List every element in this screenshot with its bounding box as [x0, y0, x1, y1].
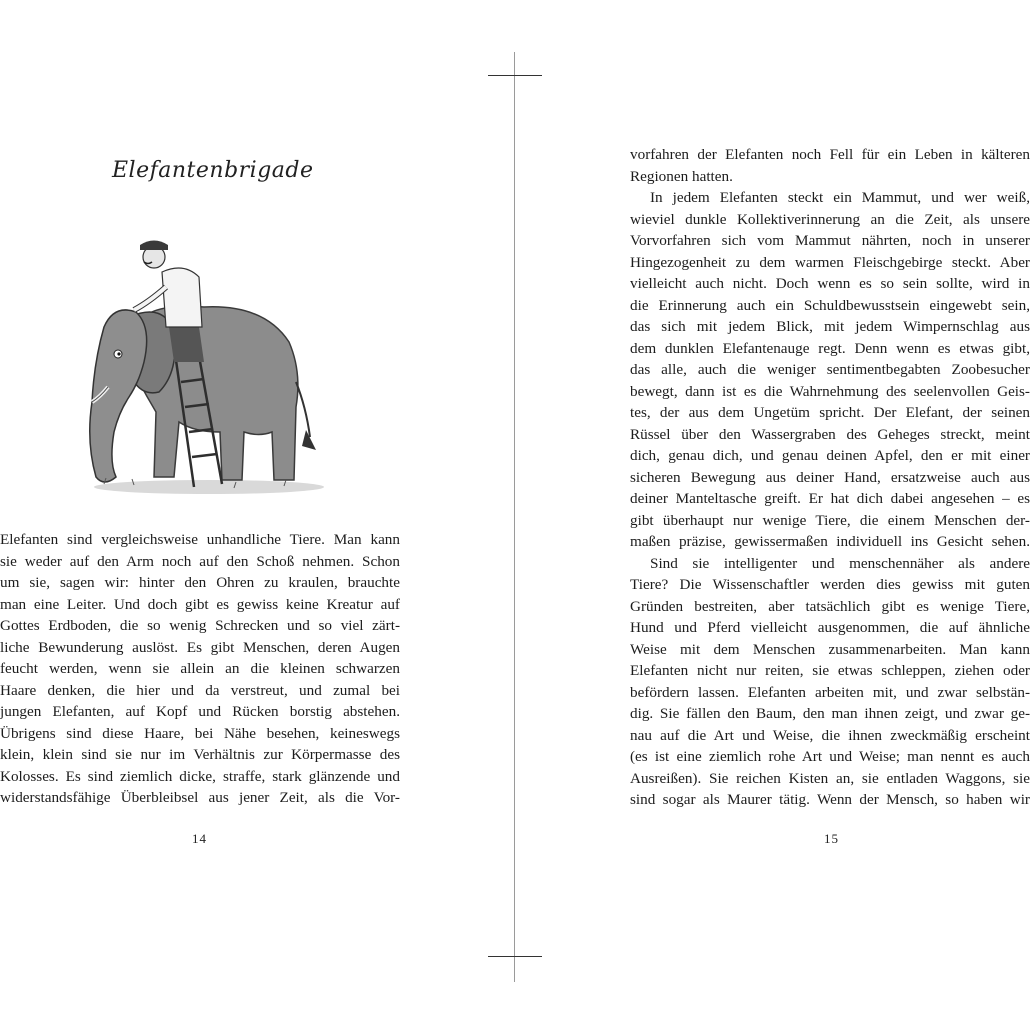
text-line: Elefanten nicht nur reiten, sie etwas schleppen, ziehen oder: [630, 662, 1030, 679]
text-line: Hingezogenheit zu dem warmen Fleischgebirge steckt. Aber: [630, 253, 1030, 271]
text-line: bewegt, dann ist es die Wahrnehmung des seelenvollen Geis-: [630, 382, 1030, 400]
text-line: Elefanten sind vergleichsweise unhandliche Tiere. Man kann: [0, 531, 400, 548]
text-line: klein, klein sind sie nur im Verhältnis zur Körpermasse des: [0, 746, 400, 763]
right-body-text: [630, 144, 1030, 811]
text-line: das sich mit jedem Blick, mit jedem Wimpernschlag aus: [630, 318, 1030, 335]
crop-mark-top: [488, 75, 542, 76]
gutter-line: [514, 52, 515, 982]
text-line: nau auf die Art und Weise, die ihnen zweckmäßig erscheint: [630, 726, 1030, 744]
crop-mark-bottom: [488, 956, 542, 957]
text-line: Sind sie intelligenter und menschennäher als andere: [650, 554, 1030, 572]
text-line: Gründen bestreiten, aber tatsächlich gibt es wenige Tiere,: [630, 597, 1030, 615]
text-line: Regionen hatten.: [630, 167, 733, 185]
page-number-right: 15: [824, 831, 839, 846]
text-line: die Erinnerung auch ein Schuldbewusstsein eingewebt sein,: [630, 296, 1030, 314]
text-line: befördern lassen. Elefanten arbeiten mit, und zwar selbstän-: [630, 683, 1030, 701]
text-line: vielleicht auch nicht. Doch wenn es so sein sollte, wird in: [630, 275, 1030, 292]
text-line: Hund und Pferd vielleicht ausgenommen, die auf ähnliche: [630, 619, 1030, 636]
text-line: feucht werden, wenn sie allein an die kleinen schwarzen: [0, 660, 400, 677]
page-number-left: 14: [192, 831, 207, 846]
text-line: um sie, sagen wir: hinter den Ohren zu kraulen, brauchte: [0, 574, 400, 591]
text-line: Übrigens sind diese Haare, bei Nähe besehen, keineswegs: [0, 724, 400, 742]
text-line: dig. Sie fällen den Baum, den man ihnen zeigt, und zwar ge-: [630, 705, 1030, 722]
text-line: Ausreißen). Sie reichen Kisten an, sie entladen Waggons, sie: [630, 769, 1030, 787]
text-line: jungen Elefanten, auf Kopf und Rücken borstig abstehen.: [0, 703, 400, 720]
text-line: Rüssel über den Wassergraben des Geheges streckt, meint: [630, 425, 1030, 443]
text-line: gibt überhaupt nur wenige Tiere, die einem Menschen der-: [630, 511, 1030, 529]
text-line: maßen präzise, gewissermaßen individuell ins Gesicht sehen.: [630, 533, 1030, 550]
text-line: man eine Leiter. Und doch gibt es gewiss keine Kreatur auf: [0, 595, 400, 613]
text-line: Vorvorfahren sich vom Mammut nährten, noch in unserer: [630, 232, 1030, 249]
text-line: dem dunklen Elefantenauge regt. Denn wenn es etwas gibt,: [630, 339, 1030, 357]
chapter-title: Elefantenbrigade: [112, 158, 314, 183]
text-line: (es ist eine ziemlich rohe Art und Weise; man nennt es auch: [630, 748, 1030, 765]
text-line: Kolosses. Es sind ziemlich dicke, straffe, stark glänzende und: [0, 767, 400, 785]
text-line: sind sogar als Maurer tätig. Wenn der Mensch, so haben wir: [630, 791, 1030, 808]
text-line: Tiere? Die Wissenschaftler werden dies gewiss mit guten: [630, 576, 1030, 593]
text-line: Weise mit dem Menschen zusammenarbeiten. Man kann: [630, 640, 1030, 658]
text-line: Gottes Erdboden, die so wenig Schrecken und so viel zärt-: [0, 617, 400, 634]
elephant-keeper-illustration: [74, 232, 324, 507]
text-line: widerstandsfähige Überbleibsel aus jener Zeit, als die Vor-: [0, 789, 400, 806]
text-line: tes, der aus dem Ungetüm spricht. Der Elefant, der seinen: [630, 404, 1030, 421]
text-line: vorfahren der Elefanten noch Fell für ein Leben in kälteren: [630, 146, 1030, 163]
text-line: wieviel dunkle Kollektiverinnerung an die Zeit, als unsere: [630, 210, 1030, 228]
text-line: sicheren Bewegung aus deiner Hand, ersatzweise auch aus: [630, 468, 1030, 486]
text-line: liche Bewunderung auslöst. Es gibt Menschen, deren Augen: [0, 638, 400, 656]
text-line: Haare denken, die hier und da verstreut, und zumal bei: [0, 681, 400, 699]
left-body-text: [0, 529, 400, 809]
text-line: dich, genau dich, und genau deinen Apfel, den er mit einer: [630, 447, 1030, 464]
text-line: sie weder auf den Arm noch auf den Schoß nehmen. Schon: [0, 552, 400, 570]
text-line: deiner Manteltasche greift. Er hat dich dabei angesehen – es: [630, 490, 1030, 507]
text-line: In jedem Elefanten steckt ein Mammut, und wer weiß,: [650, 189, 1030, 206]
text-line: das alle, auch die weniger sentimentbegabten Zoobesucher: [630, 361, 1030, 378]
